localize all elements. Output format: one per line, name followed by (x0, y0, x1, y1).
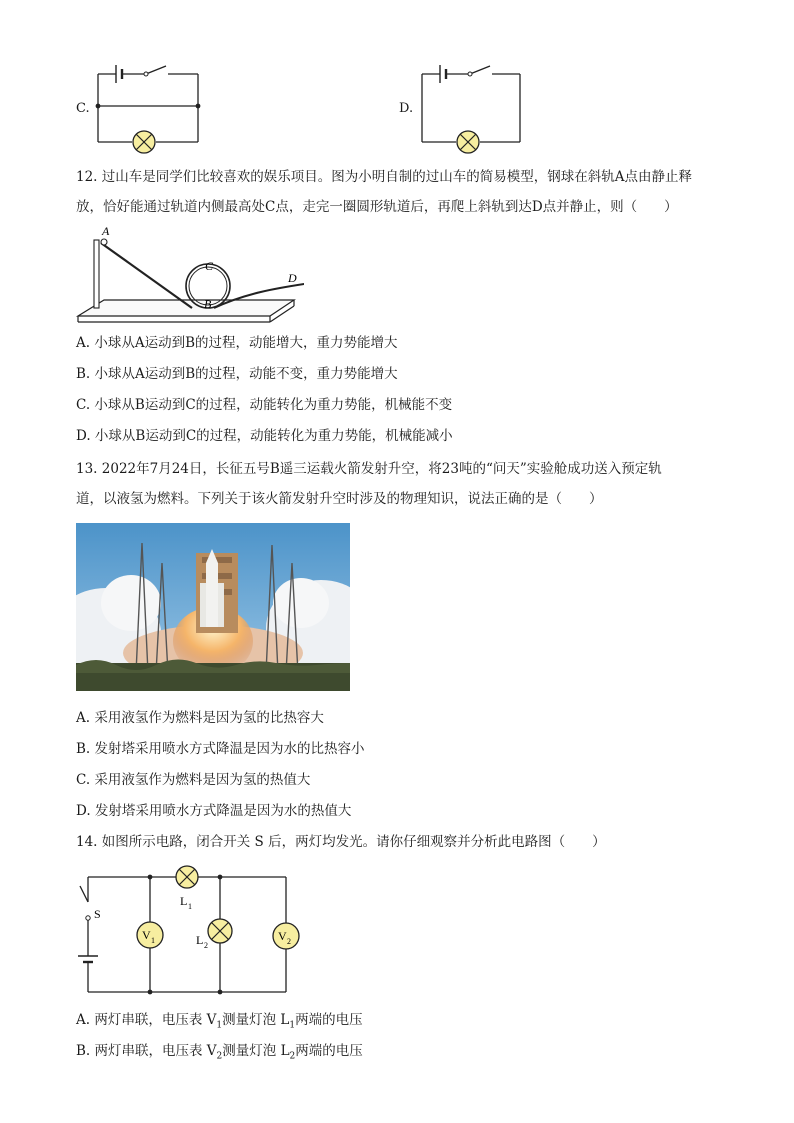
lamp-l2-icon (208, 919, 232, 943)
q14-option-a-mid: 测量灯泡 L (222, 1012, 290, 1028)
option-d-label: D. (399, 101, 414, 116)
q12-option-d: D. 小球从B运动到C的过程，动能转化为重力势能，机械能减小 (76, 428, 453, 444)
v1-subscript: 1 (151, 936, 155, 945)
q12-option-b: B. 小球从A运动到B的过程，动能不变，重力势能增大 (76, 366, 398, 382)
point-a-label: A (102, 224, 110, 238)
l1-label: L (180, 894, 188, 908)
q13-stem-line2: 道，以液氢为燃料。下列关于该火箭发射升空时涉及的物理知识，说法正确的是（ ） (76, 491, 603, 507)
l1-subscript: 1 (188, 902, 192, 911)
q14-option-b-suffix: 两端的电压 (295, 1043, 363, 1059)
q14-option-b-prefix: B. 两灯串联，电压表 V (76, 1043, 217, 1059)
circuit-q14-diagram (70, 860, 310, 1000)
rocket-launch-photo (76, 523, 350, 691)
v1-label: V (142, 928, 151, 942)
option-c-label: C. (76, 101, 90, 116)
q13-option-d: D. 发射塔采用喷水方式降温是因为水的热值大 (76, 803, 352, 819)
q13-option-a: A. 采用液氢作为燃料是因为氢的比热容大 (76, 710, 324, 726)
point-d-label: D (288, 271, 297, 285)
q14-option-a-suffix: 两端的电压 (295, 1012, 363, 1028)
lamp-l1-icon (176, 866, 198, 888)
q13-stem-line1: 13. 2022年7月24日，长征五号B遥三运载火箭发射升空，将23吨的“问天”实验舱成功送入预定轨 (76, 461, 662, 477)
q12-option-a: A. 小球从A运动到B的过程，动能增大，重力势能增大 (76, 335, 398, 351)
circuit-c-diagram (90, 60, 210, 160)
q13-option-b: B. 发射塔采用喷水方式降温是因为水的比热容小 (76, 741, 365, 757)
q14-option-a-sub1: 1 (216, 1020, 223, 1031)
l2-subscript: 2 (204, 941, 208, 950)
point-b-label: B (204, 297, 212, 311)
circuit-d-diagram (414, 60, 534, 160)
roller-coaster-figure (74, 224, 304, 328)
q14-option-b-sub1: 2 (216, 1051, 223, 1062)
lamp-icon (133, 131, 155, 153)
v2-subscript: 2 (287, 937, 291, 946)
v2-label: V (278, 929, 287, 943)
switch-label: S (94, 907, 101, 921)
q14-option-a-sub2: 1 (289, 1020, 296, 1031)
q14-option-a-prefix: A. 两灯串联，电压表 V (76, 1012, 217, 1028)
l2-label: L (196, 933, 204, 947)
lamp-icon (457, 131, 479, 153)
q14-option-b-sub2: 2 (289, 1051, 296, 1062)
q14-option-a (76, 1011, 363, 1035)
q13-option-c: C. 采用液氢作为燃料是因为氢的热值大 (76, 772, 311, 788)
q12-stem-line2: 放，恰好能通过轨道内侧最高处C点，走完一圈圆形轨道后，再爬上斜轨到达D点并静止，则（ ） (76, 199, 678, 215)
q14-option-b (76, 1042, 363, 1066)
q14-stem: 14. 如图所示电路，闭合开关 S 后，两灯均发光。请你仔细观察并分析此电路图（ ） (76, 834, 606, 850)
q12-stem-line1: 12. 过山车是同学们比较喜欢的娱乐项目。图为小明自制的过山车的简易模型，钢球在斜轨A点由静止释 (76, 169, 693, 185)
q14-option-b-mid: 测量灯泡 L (222, 1043, 290, 1059)
q12-option-c: C. 小球从B运动到C的过程，动能转化为重力势能，机械能不变 (76, 397, 453, 413)
point-c-label: C (205, 259, 214, 273)
